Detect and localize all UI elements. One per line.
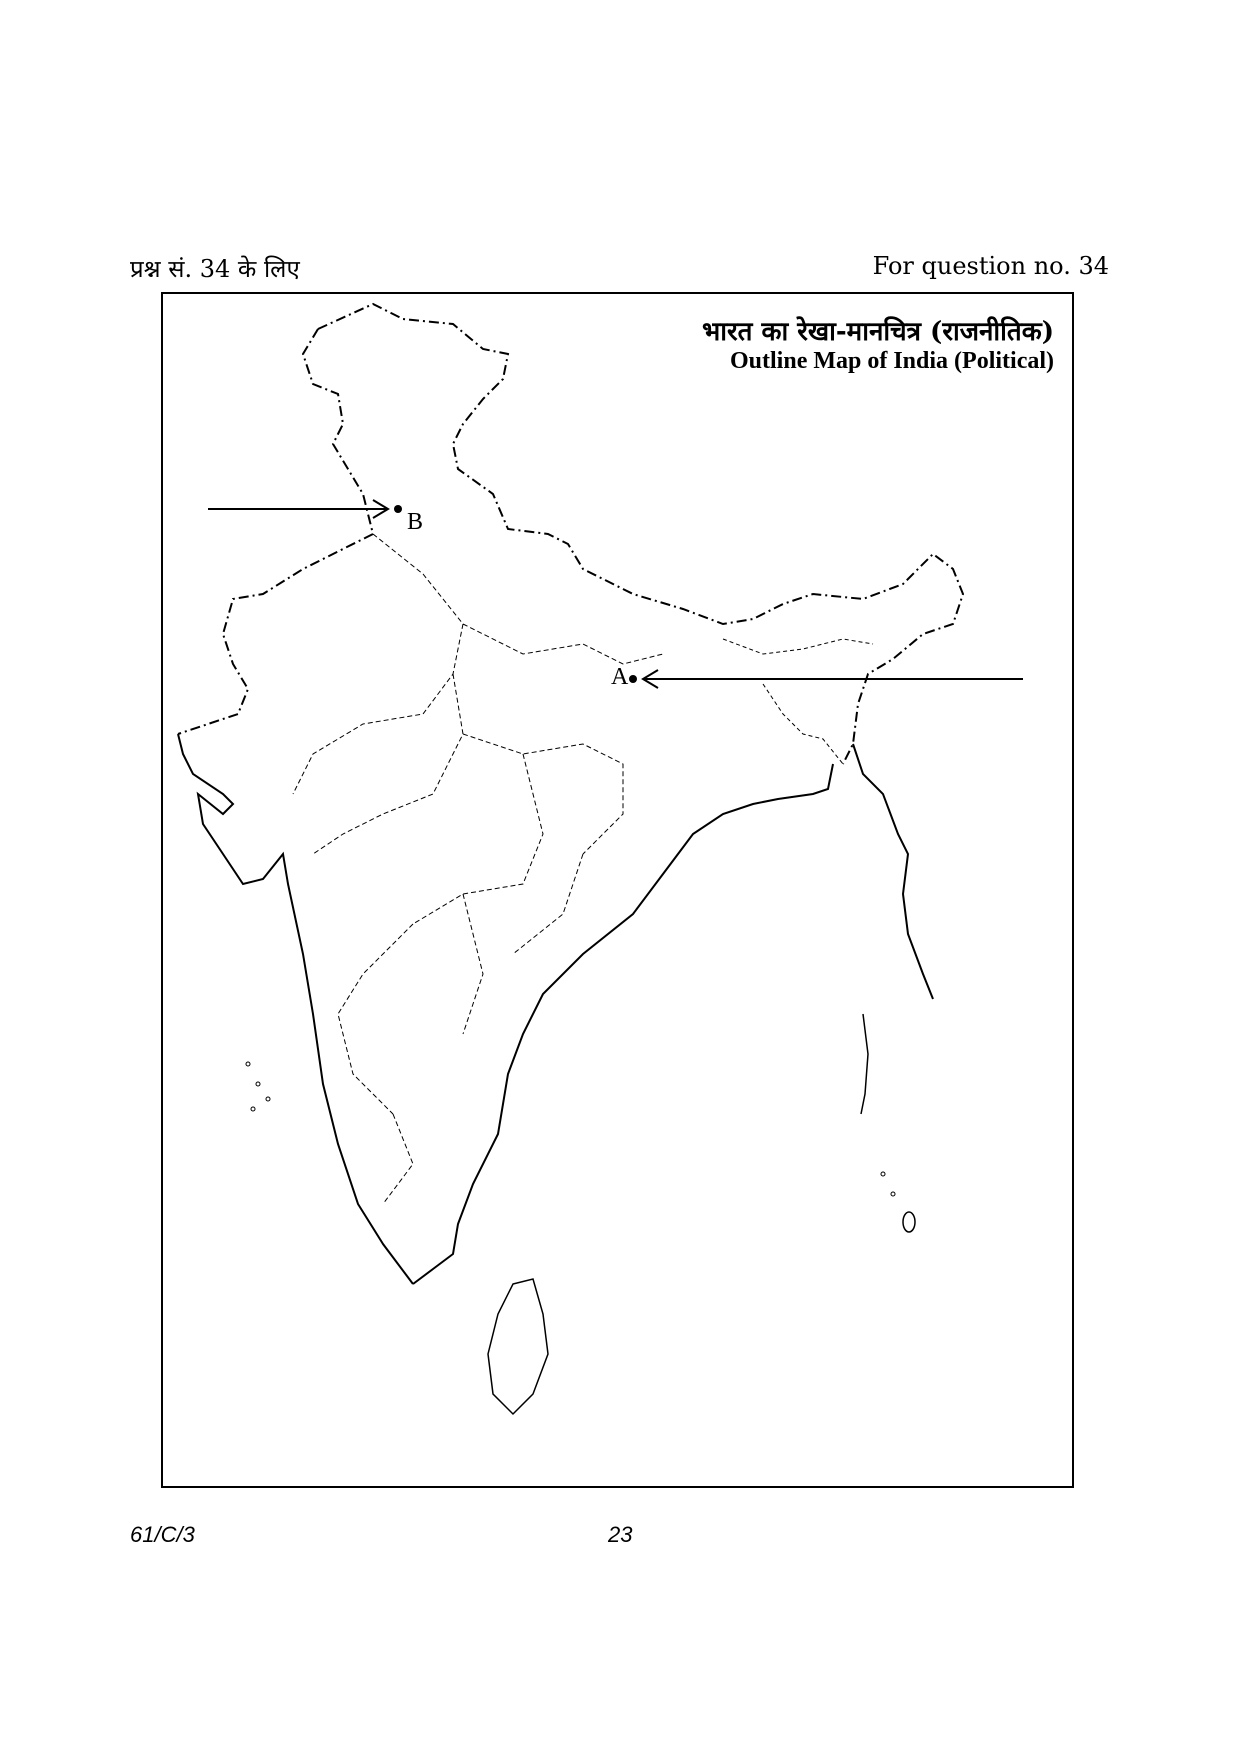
question-ref-english: For question no. 34: [872, 252, 1109, 280]
map-title-hindi: भारत का रेखा-मानचित्र (राजनीतिक): [701, 317, 1054, 347]
marker-a-dot: [629, 675, 637, 683]
page-number: 23: [608, 1522, 633, 1547]
paper-code: 61/C/3: [130, 1522, 195, 1547]
marker-a-label: A: [611, 664, 629, 690]
east-coastline: [413, 764, 833, 1284]
map-title-english: Outline Map of India (Political): [730, 348, 1054, 374]
question-ref-hindi: प्रश्न सं. 34 के लिए: [130, 255, 300, 283]
marker-b-dot: [394, 505, 402, 513]
western-border: [178, 534, 373, 734]
sri-lanka: [488, 1279, 548, 1414]
india-outline-map: [163, 294, 1076, 1490]
andaman-islands: [861, 1014, 915, 1232]
northeast-inner: [723, 639, 873, 764]
upper-west-border: [303, 329, 373, 534]
map-frame: [161, 292, 1074, 1488]
marker-b-label: B: [407, 509, 424, 535]
marker-a: [629, 670, 1023, 688]
marker-b: [208, 500, 402, 518]
northeast-border: [853, 744, 933, 999]
state-boundaries: [293, 534, 663, 1204]
lakshadweep-islands: [246, 1062, 270, 1111]
